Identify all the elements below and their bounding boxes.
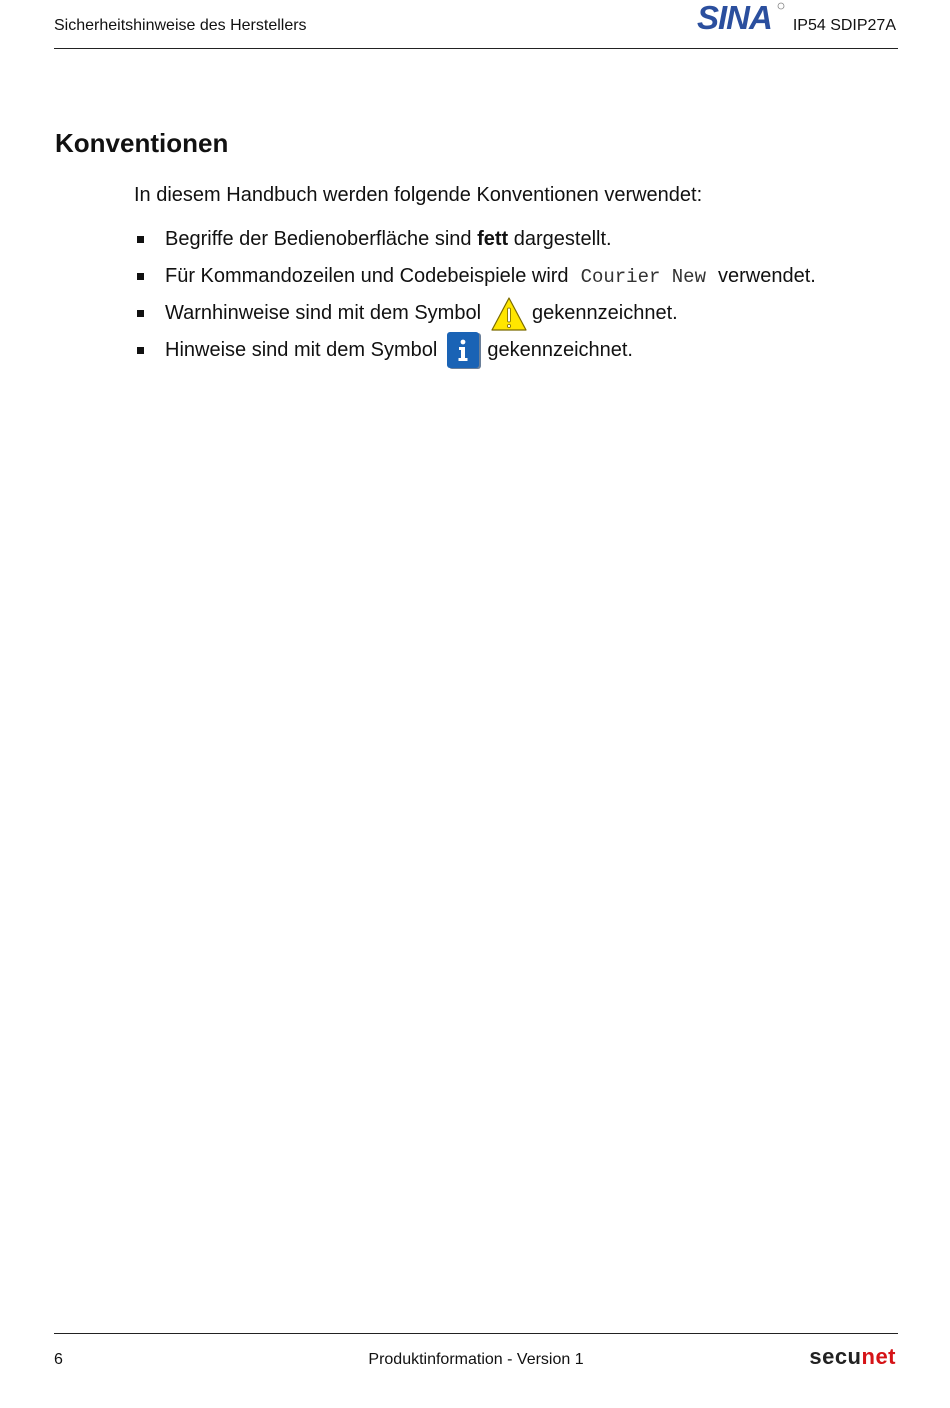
warning-triangle-icon bbox=[490, 296, 528, 332]
intro-text: In diesem Handbuch werden folgende Konventionen verwendet: bbox=[134, 184, 703, 206]
page-number: 6 bbox=[54, 1351, 63, 1368]
secunet-logo bbox=[809, 1344, 896, 1370]
list-item bbox=[137, 258, 816, 295]
item-text: Warnhinweise sind mit dem Symbol bbox=[165, 302, 482, 324]
bullet bbox=[137, 310, 144, 317]
bullet bbox=[137, 347, 144, 354]
page-heading: Konventionen bbox=[55, 128, 229, 158]
bold-term: fett bbox=[477, 228, 509, 250]
header-product: IP54 SDIP27A bbox=[792, 17, 896, 34]
bullet bbox=[137, 273, 144, 280]
list-item bbox=[137, 332, 816, 369]
footer-center-text: Produktinformation - Version 1 bbox=[368, 1351, 584, 1368]
svg-text:SINA: SINA bbox=[696, 2, 772, 32]
list-item bbox=[137, 295, 816, 332]
bullet bbox=[137, 236, 144, 243]
secunet-logo-part2: net bbox=[861, 1344, 896, 1369]
header-right bbox=[697, 0, 896, 46]
sina-logo bbox=[697, 2, 787, 32]
item-text: dargestellt. bbox=[513, 228, 612, 250]
item-text: verwendet. bbox=[717, 265, 816, 287]
secunet-logo-part1: secu bbox=[809, 1344, 862, 1369]
item-text: gekennzeichnet. bbox=[532, 302, 678, 324]
mono-term: Courier New bbox=[580, 265, 706, 288]
item-text: Begriffe der Bedienoberfläche sind bbox=[165, 228, 472, 250]
item-text: gekennzeichnet. bbox=[487, 339, 633, 361]
list-item bbox=[137, 221, 816, 258]
page-header bbox=[54, 0, 898, 49]
header-title: Sicherheitshinweise des Herstellers bbox=[54, 17, 307, 34]
conventions-list bbox=[137, 221, 816, 369]
info-icon bbox=[447, 332, 481, 370]
page-footer bbox=[54, 1333, 898, 1384]
item-text: Hinweise sind mit dem Symbol bbox=[165, 339, 438, 361]
item-text: Für Kommandozeilen und Codebeispiele wird bbox=[165, 265, 569, 287]
